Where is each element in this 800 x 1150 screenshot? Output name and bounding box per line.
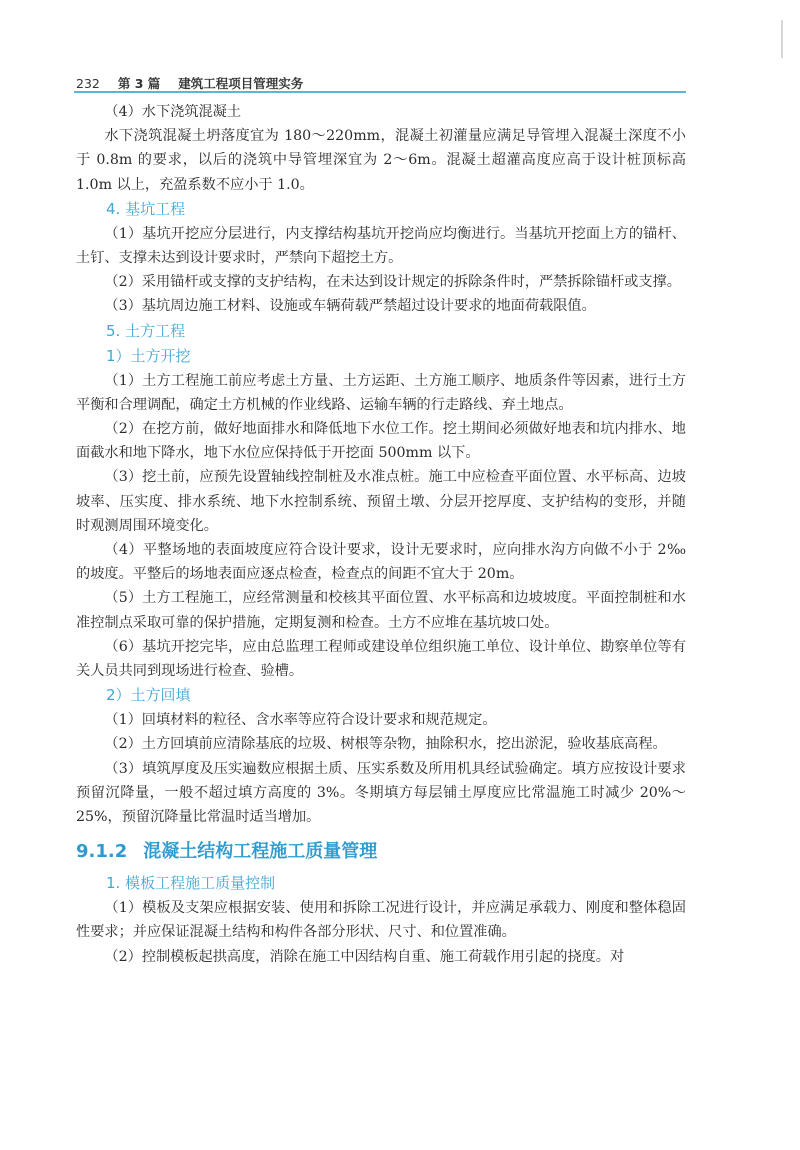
running-header [76,74,684,92]
paragraph: （3）基坑周边施工材料、设施或车辆荷载严禁超过设计要求的地面荷载限值。 [104,298,596,315]
page-edge-mark [781,20,783,58]
section-number: 9.1.2 [76,841,128,863]
sub-subsection-heading: 2）土方回填 [106,686,191,705]
subsection-heading: 1. 模板工程施工质量控制 [106,874,276,893]
paragraph: （3）填筑厚度及压实遍数应根据土质、压实系数及所用机具经试验确定。填方应按设计要求预留沉降量，一般不超过填方高度的 3%。冬期填方每层铺土厚度应比常温施工时减少 20%～25%，预留沉降量比常温时适当增加。 [76,760,686,826]
page-body [76,100,686,969]
part-label: 第 3 篇 [117,76,161,91]
page-number: 232 [76,76,100,91]
item-heading: （4）水下浇筑混凝土 [104,104,242,120]
paragraph: （6）基坑开挖完毕，应由总监理工程师或建设单位组织施工单位、设计单位、勘察单位等有关人员共同到现场进行检查、验槽。 [76,638,686,680]
paragraph: （1）基坑开挖应分层进行，内支撑结构基坑开挖尚应均衡进行。当基坑开挖面上方的锚杆、土钉、支撑未达到设计要求时，严禁向下超挖土方。 [76,225,686,267]
paragraph: （2）控制模板起拱高度，消除在施工中因结构自重、施工荷载作用引起的挠度。对 [104,948,625,965]
paragraph: （2）在挖方前，做好地面排水和降低地下水位工作。挖土期间必须做好地表和坑内排水、地面截水和地下降水，地下水位应保持低于开挖面 500mm 以下。 [76,421,686,462]
part-title: 建筑工程项目管理实务 [178,76,304,91]
paragraph: （1）土方工程施工前应考虑土方量、土方运距、土方施工顺序、地质条件等因素，进行土方平衡和合理调配，确定土方机械的作业线路、运输车辆的行走路线、弃土地点。 [76,372,686,413]
paragraph: （1）回填材料的粒径、含水率等应符合设计要求和规范规定。 [104,712,497,729]
subsection-heading: 5. 土方工程 [106,321,186,340]
header-rule [74,91,686,93]
paragraph: （2）土方回填前应清除基底的垃圾、树根等杂物，抽除积水，挖出淤泥，验收基底高程。 [104,736,667,753]
section-title: 混凝土结构工程施工质量管理 [143,841,378,863]
paragraph: 水下浇筑混凝土坍落度宜为 180～220mm，混凝土初灌量应满足导管埋入混凝土深度不小于 0.8m 的要求，以后的浇筑中导管埋深宜为 2～6m。混凝土超灌高度应高于设计桩顶标高 1.0m 以上，充盈系数不应小于 1.0。 [76,128,686,193]
paragraph: （5）土方工程施工，应经常测量和校核其平面位置、水平标高和边坡坡度。平面控制桩和水准控制点采取可靠的保护措施，定期复测和检查。土方不应堆在基坑坡口处。 [76,590,686,631]
paragraph: （4）平整场地的表面坡度应符合设计要求，设计无要求时，应向排水沟方向做不小于 2‰ 的坡度。平整后的场地表面应逐点检查，检查点的间距不宜大于 20m。 [76,542,686,583]
paragraph: （3）挖土前，应预先设置轴线控制桩及水准点桩。施工中应检查平面位置、水平标高、边坡坡率、压实度、排水系统、地下水控制系统、预留土墩、分层开挖厚度、支护结构的变形，并随时观测周围环境变化。 [76,469,686,534]
paragraph: （2）采用锚杆或支撑的支护结构，在未达到设计规定的拆除条件时，严禁拆除锚杆或支撑。 [104,274,681,291]
sub-subsection-heading: 1）土方开挖 [106,346,191,365]
paragraph: （1）模板及支架应根据安装、使用和拆除工况进行设计，并应满足承载力、刚度和整体稳固性要求；并应保证混凝土结构和构件各部分形状、尺寸、和位置准确。 [76,900,686,941]
subsection-heading: 4. 基坑工程 [106,199,186,218]
section-heading [76,837,686,867]
